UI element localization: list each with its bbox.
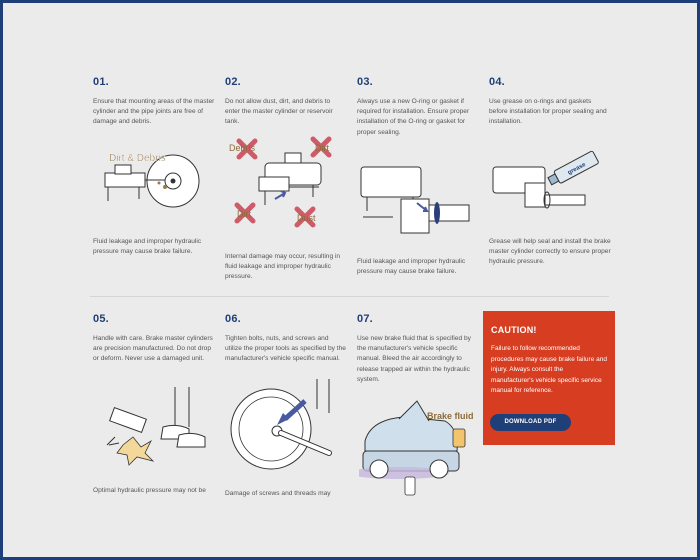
caution-title: CAUTION!	[491, 325, 537, 335]
step-description: Use new brake fluid that is specified by the manufacturer's vehicle specific manual. Bleed the air accordingly to release trapped air within the hydraulic system.	[357, 335, 471, 383]
step-07	[357, 313, 479, 385]
step-number: 06.	[225, 313, 241, 325]
step-note: Fluid leakage and improper hydraulic pressure may cause brake failure.	[357, 258, 466, 276]
step-04-illustration	[489, 143, 609, 223]
step-description: Always use a new O-ring or gasket if required for installation. Ensure proper installation of the O-ring or gasket for proper sealing.	[357, 98, 470, 136]
illustration-label: Dirt	[315, 143, 329, 153]
step-description: Use grease on o-rings and gaskets before installation for proper sealing and installation.	[489, 98, 607, 126]
step-05-illustration	[93, 383, 218, 473]
download-pdf-button[interactable]: DOWNLOAD PDF	[490, 414, 571, 431]
step-02-illustration	[225, 135, 350, 235]
step-note: Grease will help seal and install the brake master cylinder correctly to ensure proper hydraulic pressure.	[489, 238, 611, 266]
step-01-illustration	[93, 143, 223, 223]
step-note: Damage of screws and threads may	[225, 490, 331, 497]
step-note: Optimal hydraulic pressure may not be	[93, 487, 206, 494]
step-note: Internal damage may occur, resulting in fluid leakage and improper hydraulic pressure.	[225, 253, 341, 281]
step-number: 02.	[225, 76, 241, 88]
illustration-label: Dirt & Debris	[109, 153, 166, 164]
caution-text: Failure to follow recommended procedures may cause brake failure and injury. Always consult the manufacturer's vehicle specific service manual for reference.	[491, 345, 607, 394]
illustration-label: Debris	[229, 143, 256, 153]
illustration-label: Brake fluid	[427, 411, 474, 421]
row-divider	[90, 296, 609, 297]
step-03-illustration	[357, 163, 477, 243]
step-03	[357, 76, 479, 138]
step-06	[225, 313, 347, 365]
illustration-label: Dirt	[237, 209, 251, 219]
step-05	[93, 313, 215, 365]
step-number: 07.	[357, 313, 373, 325]
step-number: 03.	[357, 76, 373, 88]
step-description: Do not allow dust, dirt, and debris to enter the master cylinder or reservoir tank.	[225, 98, 333, 126]
step-02	[225, 76, 347, 128]
step-number: 01.	[93, 76, 109, 88]
step-number: 04.	[489, 76, 505, 88]
caution-box	[483, 311, 615, 445]
grease-tube-label: grease	[566, 161, 587, 177]
step-07-illustration	[359, 397, 479, 501]
step-description: Ensure that mounting areas of the master cylinder and the pipe joints are free of damage and debris.	[93, 98, 215, 126]
step-description: Handle with care. Brake master cylinders are precision manufactured. Do not drop or deform. Never use a damaged unit.	[93, 335, 213, 363]
step-04	[489, 76, 611, 128]
step-06-illustration	[225, 375, 350, 475]
step-number: 05.	[93, 313, 109, 325]
step-01	[93, 76, 215, 128]
illustration-label: Dust	[297, 213, 316, 223]
step-note: Fluid leakage and improper hydraulic pressure may cause brake failure.	[93, 238, 202, 256]
step-description: Tighten bolts, nuts, and screws and utilize the proper tools as specified by the manufacturer's vehicle specific manual.	[225, 335, 346, 363]
